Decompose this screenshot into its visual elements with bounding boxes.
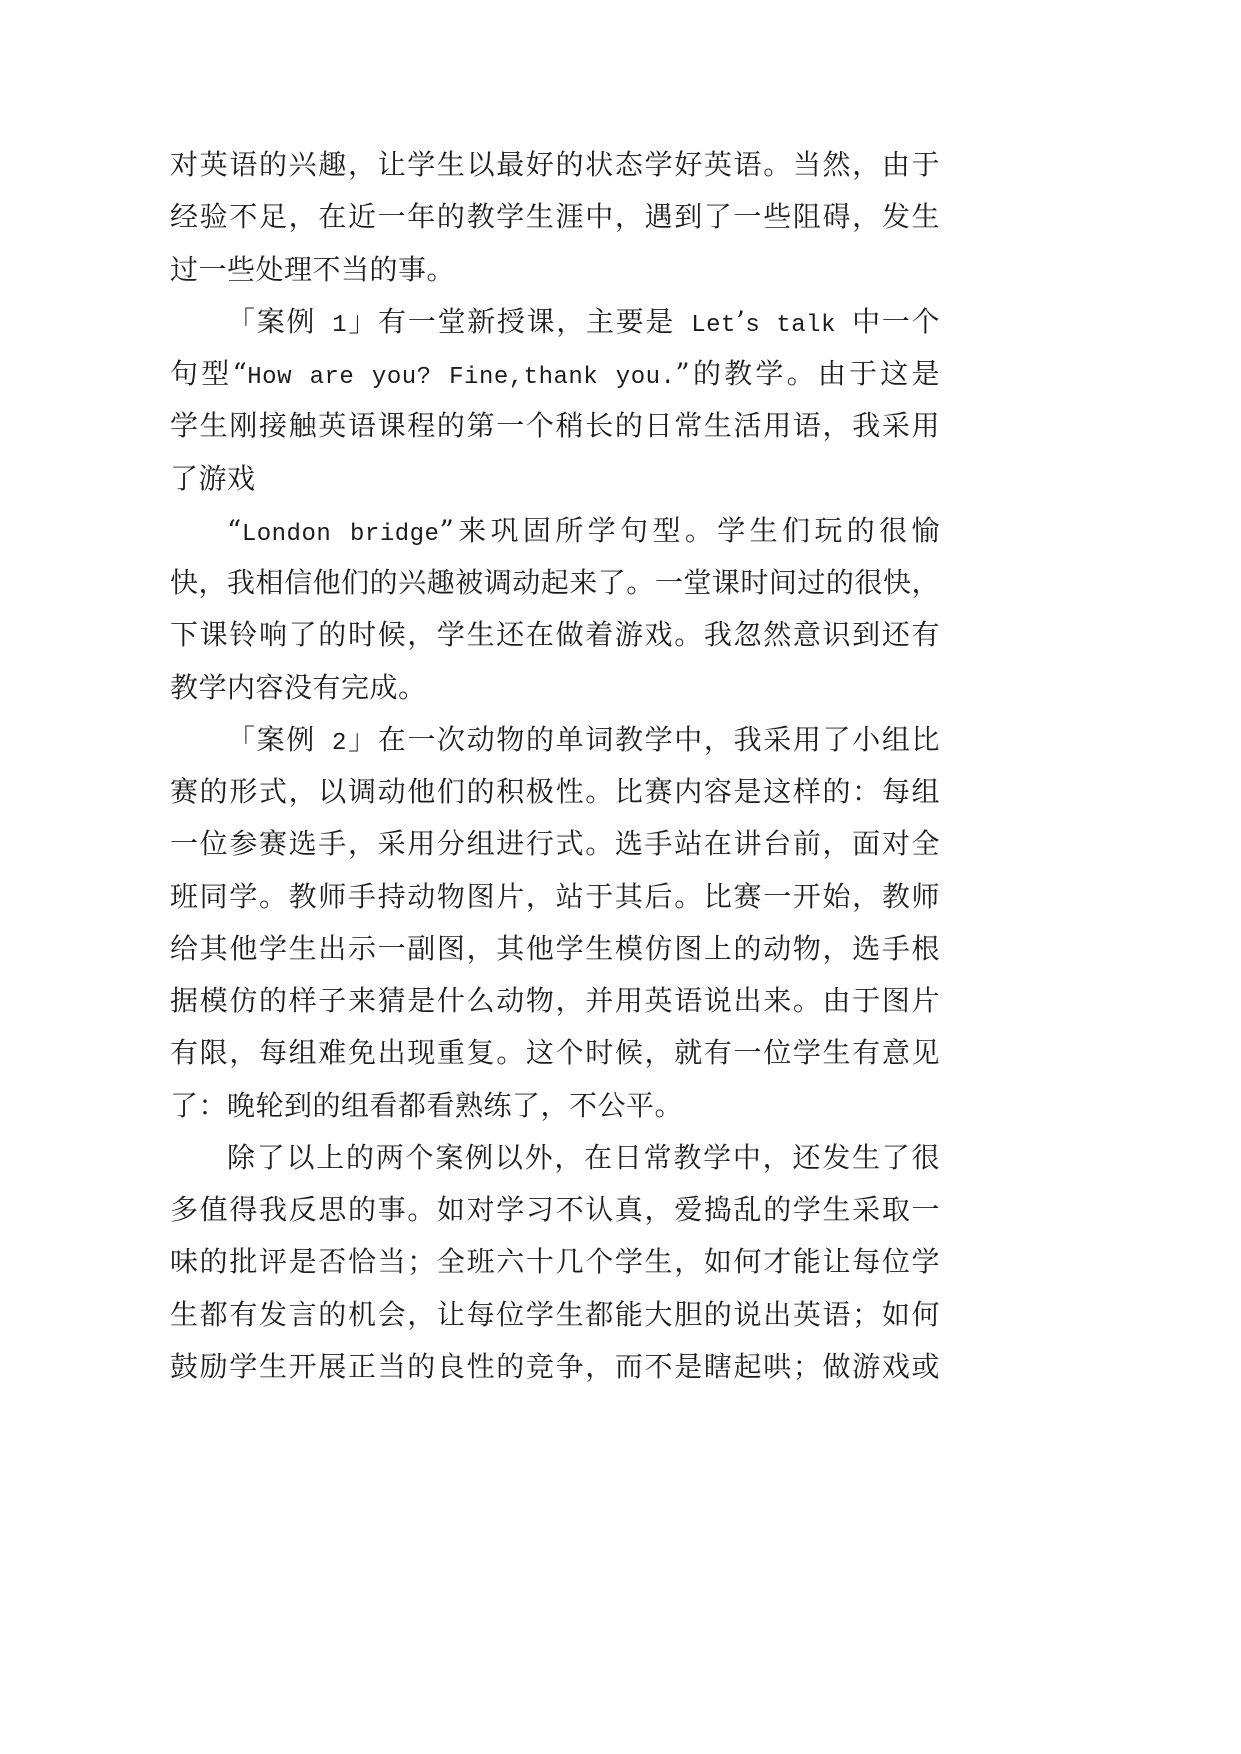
text-line: 学生刚接触英语课程的第一个稍长的日常生活用语，我采用 bbox=[170, 409, 940, 443]
text-line: 班同学。教师手持动物图片，站于其后。比赛一开始，教师 bbox=[170, 879, 940, 913]
paragraph bbox=[170, 1132, 940, 1393]
text-line: 有限，每组难免出现重复。这个时候，就有一位学生有意见 bbox=[170, 1036, 940, 1070]
text-line: 了游戏 bbox=[170, 461, 256, 495]
text-line: 过一些处理不当的事。 bbox=[170, 252, 456, 286]
text-line: “London bridge”来巩固所学句型。学生们玩的很愉 bbox=[227, 513, 940, 548]
text-line: 给其他学生出示一副图，其他学生模仿图上的动物，选手根 bbox=[170, 931, 940, 965]
text-line: 了：晚轮到的组看都看熟练了，不公平。 bbox=[170, 1088, 684, 1122]
text-line: 味的批评是否恰当；全班六十几个学生，如何才能让每位学 bbox=[170, 1245, 940, 1279]
text-line: 快，我相信他们的兴趣被调动起来了。一堂课时间过的很快， bbox=[170, 566, 940, 599]
document-body bbox=[170, 139, 940, 1393]
text-line: 下课铃响了的时候，学生还在做着游戏。我忽然意识到还有 bbox=[170, 618, 940, 652]
text-line: 生都有发言的机会，让每位学生都能大胆的说出英语；如何 bbox=[170, 1297, 940, 1331]
paragraph bbox=[170, 505, 940, 714]
text-line: 鼓励学生开展正当的良性的竞争，而不是瞎起哄；做游戏或 bbox=[170, 1349, 940, 1383]
text-line: 一位参赛选手，采用分组进行式。选手站在讲台前，面对全 bbox=[170, 827, 940, 861]
text-line: 「案例 1」有一堂新授课，主要是 Let’s talk 中一个 bbox=[227, 304, 940, 339]
text-line: 经验不足，在近一年的教学生涯中，遇到了一些阻碍，发生 bbox=[170, 200, 940, 234]
text-line: 据模仿的样子来猜是什么动物，并用英语说出来。由于图片 bbox=[170, 984, 940, 1017]
text-line: 多值得我反思的事。如对学习不认真，爱捣乱的学生采取一 bbox=[170, 1193, 940, 1226]
paragraph bbox=[170, 714, 940, 1132]
text-line: 赛的形式，以调动他们的积极性。比赛内容是这样的：每组 bbox=[170, 775, 940, 808]
text-line: 教学内容没有完成。 bbox=[170, 670, 427, 704]
text-line: 句型“How are you? Fine,thank you.”的教学。由于这是 bbox=[170, 357, 940, 391]
paragraph bbox=[170, 139, 940, 296]
text-line: 对英语的兴趣，让学生以最好的状态学好英语。当然，由于 bbox=[170, 148, 940, 181]
text-line: 「案例 2」在一次动物的单词教学中，我采用了小组比 bbox=[227, 722, 940, 757]
paragraph bbox=[170, 296, 940, 505]
text-line: 除了以上的两个案例以外，在日常教学中，还发生了很 bbox=[227, 1140, 940, 1174]
